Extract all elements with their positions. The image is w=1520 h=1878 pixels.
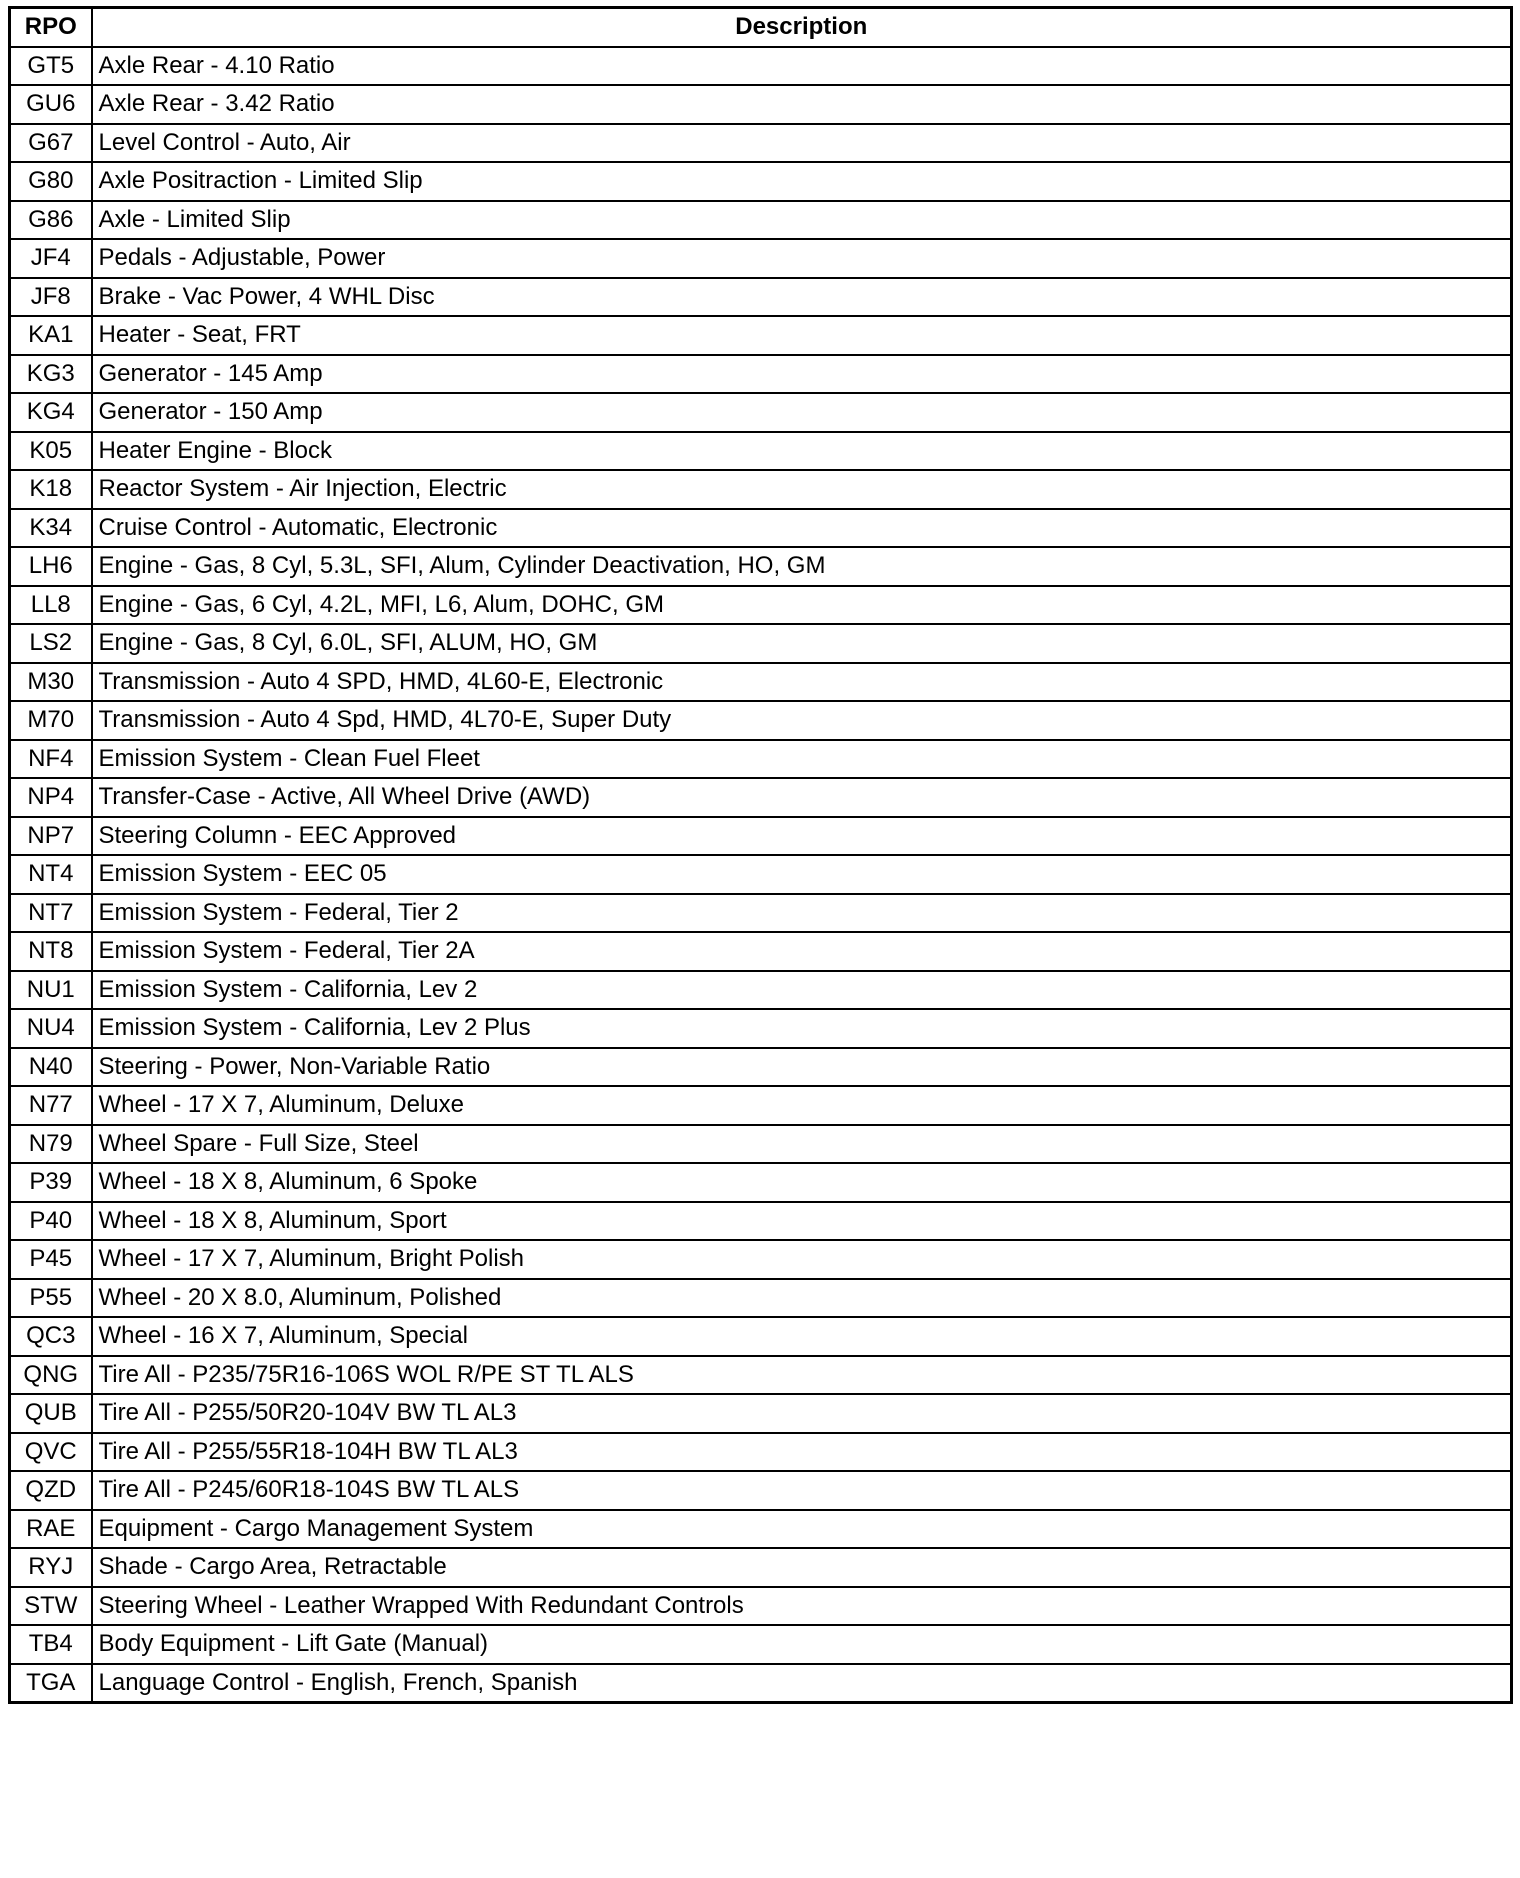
- description-cell: Language Control - English, French, Spanish: [92, 1664, 1512, 1703]
- table-row: [10, 1240, 1512, 1279]
- rpo-code-cell: QUB: [10, 1394, 92, 1433]
- rpo-code-cell: NU4: [10, 1009, 92, 1048]
- rpo-code-cell: RAE: [10, 1510, 92, 1549]
- description-cell: Engine - Gas, 8 Cyl, 6.0L, SFI, ALUM, HO, GM: [92, 624, 1512, 663]
- description-cell: Reactor System - Air Injection, Electric: [92, 470, 1512, 509]
- table-row: [10, 1510, 1512, 1549]
- description-cell: Equipment - Cargo Management System: [92, 1510, 1512, 1549]
- description-cell: Tire All - P245/60R18-104S BW TL ALS: [92, 1471, 1512, 1510]
- description-cell: Shade - Cargo Area, Retractable: [92, 1548, 1512, 1587]
- table-row: [10, 1279, 1512, 1318]
- table-row: [10, 393, 1512, 432]
- description-cell: Heater Engine - Block: [92, 432, 1512, 471]
- table-header: [10, 8, 1512, 47]
- table-row: [10, 85, 1512, 124]
- description-cell: Wheel - 18 X 8, Aluminum, 6 Spoke: [92, 1163, 1512, 1202]
- table-row: [10, 855, 1512, 894]
- rpo-code-cell: JF4: [10, 239, 92, 278]
- table-row: [10, 470, 1512, 509]
- table-row: [10, 47, 1512, 86]
- table-row: [10, 624, 1512, 663]
- table-row: [10, 1163, 1512, 1202]
- description-cell: Wheel - 18 X 8, Aluminum, Sport: [92, 1202, 1512, 1241]
- description-cell: Emission System - California, Lev 2 Plus: [92, 1009, 1512, 1048]
- description-cell: Engine - Gas, 6 Cyl, 4.2L, MFI, L6, Alum, DOHC, GM: [92, 586, 1512, 625]
- rpo-code-cell: NT8: [10, 932, 92, 971]
- table-row: [10, 239, 1512, 278]
- table-row: [10, 971, 1512, 1010]
- table-row: [10, 1048, 1512, 1087]
- rpo-code-cell: G80: [10, 162, 92, 201]
- rpo-code-cell: JF8: [10, 278, 92, 317]
- rpo-code-cell: NU1: [10, 971, 92, 1010]
- rpo-code-cell: NT4: [10, 855, 92, 894]
- rpo-code-cell: K34: [10, 509, 92, 548]
- table-row: [10, 1664, 1512, 1703]
- rpo-code-cell: NT7: [10, 894, 92, 933]
- table-row: [10, 162, 1512, 201]
- description-cell: Tire All - P255/55R18-104H BW TL AL3: [92, 1433, 1512, 1472]
- description-cell: Generator - 145 Amp: [92, 355, 1512, 394]
- rpo-code-cell: QC3: [10, 1317, 92, 1356]
- table-row: [10, 1086, 1512, 1125]
- description-cell: Wheel - 17 X 7, Aluminum, Deluxe: [92, 1086, 1512, 1125]
- rpo-code-cell: P45: [10, 1240, 92, 1279]
- description-cell: Steering - Power, Non-Variable Ratio: [92, 1048, 1512, 1087]
- rpo-code-cell: KG3: [10, 355, 92, 394]
- rpo-code-cell: G67: [10, 124, 92, 163]
- description-cell: Emission System - Federal, Tier 2: [92, 894, 1512, 933]
- table-row: [10, 894, 1512, 933]
- rpo-code-cell: NF4: [10, 740, 92, 779]
- description-cell: Axle Rear - 3.42 Ratio: [92, 85, 1512, 124]
- rpo-code-cell: LH6: [10, 547, 92, 586]
- table-row: [10, 1587, 1512, 1626]
- header-description: Description: [92, 8, 1512, 47]
- description-cell: Wheel - 17 X 7, Aluminum, Bright Polish: [92, 1240, 1512, 1279]
- description-cell: Axle - Limited Slip: [92, 201, 1512, 240]
- description-cell: Emission System - Clean Fuel Fleet: [92, 740, 1512, 779]
- table-row: [10, 1356, 1512, 1395]
- rpo-code-cell: TB4: [10, 1625, 92, 1664]
- description-cell: Axle Positraction - Limited Slip: [92, 162, 1512, 201]
- table-row: [10, 740, 1512, 779]
- description-cell: Engine - Gas, 8 Cyl, 5.3L, SFI, Alum, Cylinder Deactivation, HO, GM: [92, 547, 1512, 586]
- description-cell: Transfer-Case - Active, All Wheel Drive (AWD): [92, 778, 1512, 817]
- rpo-code-cell: LS2: [10, 624, 92, 663]
- rpo-code-cell: LL8: [10, 586, 92, 625]
- description-cell: Level Control - Auto, Air: [92, 124, 1512, 163]
- rpo-code-cell: KA1: [10, 316, 92, 355]
- description-cell: Body Equipment - Lift Gate (Manual): [92, 1625, 1512, 1664]
- rpo-document: [8, 6, 1510, 1704]
- description-cell: Pedals - Adjustable, Power: [92, 239, 1512, 278]
- table-row: [10, 1317, 1512, 1356]
- rpo-code-cell: P55: [10, 1279, 92, 1318]
- rpo-code-cell: P40: [10, 1202, 92, 1241]
- description-cell: Axle Rear - 4.10 Ratio: [92, 47, 1512, 86]
- rpo-code-cell: QVC: [10, 1433, 92, 1472]
- table-row: [10, 778, 1512, 817]
- table-row: [10, 1471, 1512, 1510]
- header-rpo: RPO: [10, 8, 92, 47]
- table-row: [10, 316, 1512, 355]
- rpo-code-cell: KG4: [10, 393, 92, 432]
- description-cell: Brake - Vac Power, 4 WHL Disc: [92, 278, 1512, 317]
- rpo-code-cell: GT5: [10, 47, 92, 86]
- rpo-code-cell: GU6: [10, 85, 92, 124]
- description-cell: Tire All - P235/75R16-106S WOL R/PE ST TL ALS: [92, 1356, 1512, 1395]
- table-row: [10, 1625, 1512, 1664]
- description-cell: Transmission - Auto 4 Spd, HMD, 4L70-E, Super Duty: [92, 701, 1512, 740]
- header-row: [10, 8, 1512, 47]
- rpo-code-cell: M70: [10, 701, 92, 740]
- rpo-code-cell: NP4: [10, 778, 92, 817]
- rpo-code-cell: NP7: [10, 817, 92, 856]
- rpo-code-cell: M30: [10, 663, 92, 702]
- table-row: [10, 701, 1512, 740]
- table-row: [10, 124, 1512, 163]
- rpo-code-cell: G86: [10, 201, 92, 240]
- rpo-code-cell: QZD: [10, 1471, 92, 1510]
- rpo-code-cell: K18: [10, 470, 92, 509]
- rpo-code-cell: TGA: [10, 1664, 92, 1703]
- rpo-code-cell: P39: [10, 1163, 92, 1202]
- table-row: [10, 1125, 1512, 1164]
- table-row: [10, 547, 1512, 586]
- rpo-code-cell: RYJ: [10, 1548, 92, 1587]
- description-cell: Emission System - EEC 05: [92, 855, 1512, 894]
- description-cell: Wheel - 20 X 8.0, Aluminum, Polished: [92, 1279, 1512, 1318]
- rpo-code-cell: N77: [10, 1086, 92, 1125]
- table-row: [10, 817, 1512, 856]
- description-cell: Tire All - P255/50R20-104V BW TL AL3: [92, 1394, 1512, 1433]
- rpo-code-cell: QNG: [10, 1356, 92, 1395]
- table-row: [10, 432, 1512, 471]
- description-cell: Emission System - California, Lev 2: [92, 971, 1512, 1010]
- table-row: [10, 509, 1512, 548]
- table-row: [10, 355, 1512, 394]
- table-row: [10, 1548, 1512, 1587]
- table-row: [10, 201, 1512, 240]
- description-cell: Steering Column - EEC Approved: [92, 817, 1512, 856]
- table-row: [10, 278, 1512, 317]
- rpo-code-cell: STW: [10, 1587, 92, 1626]
- table-row: [10, 1394, 1512, 1433]
- table-row: [10, 586, 1512, 625]
- description-cell: Wheel - 16 X 7, Aluminum, Special: [92, 1317, 1512, 1356]
- description-cell: Steering Wheel - Leather Wrapped With Redundant Controls: [92, 1587, 1512, 1626]
- rpo-code-cell: K05: [10, 432, 92, 471]
- rpo-table: [8, 6, 1513, 1704]
- table-row: [10, 1009, 1512, 1048]
- rpo-code-cell: N40: [10, 1048, 92, 1087]
- table-row: [10, 1433, 1512, 1472]
- description-cell: Cruise Control - Automatic, Electronic: [92, 509, 1512, 548]
- table-row: [10, 932, 1512, 971]
- table-row: [10, 1202, 1512, 1241]
- description-cell: Wheel Spare - Full Size, Steel: [92, 1125, 1512, 1164]
- table-row: [10, 663, 1512, 702]
- description-cell: Heater - Seat, FRT: [92, 316, 1512, 355]
- description-cell: Generator - 150 Amp: [92, 393, 1512, 432]
- description-cell: Emission System - Federal, Tier 2A: [92, 932, 1512, 971]
- rpo-code-cell: N79: [10, 1125, 92, 1164]
- description-cell: Transmission - Auto 4 SPD, HMD, 4L60-E, Electronic: [92, 663, 1512, 702]
- table-body: [10, 47, 1512, 1703]
